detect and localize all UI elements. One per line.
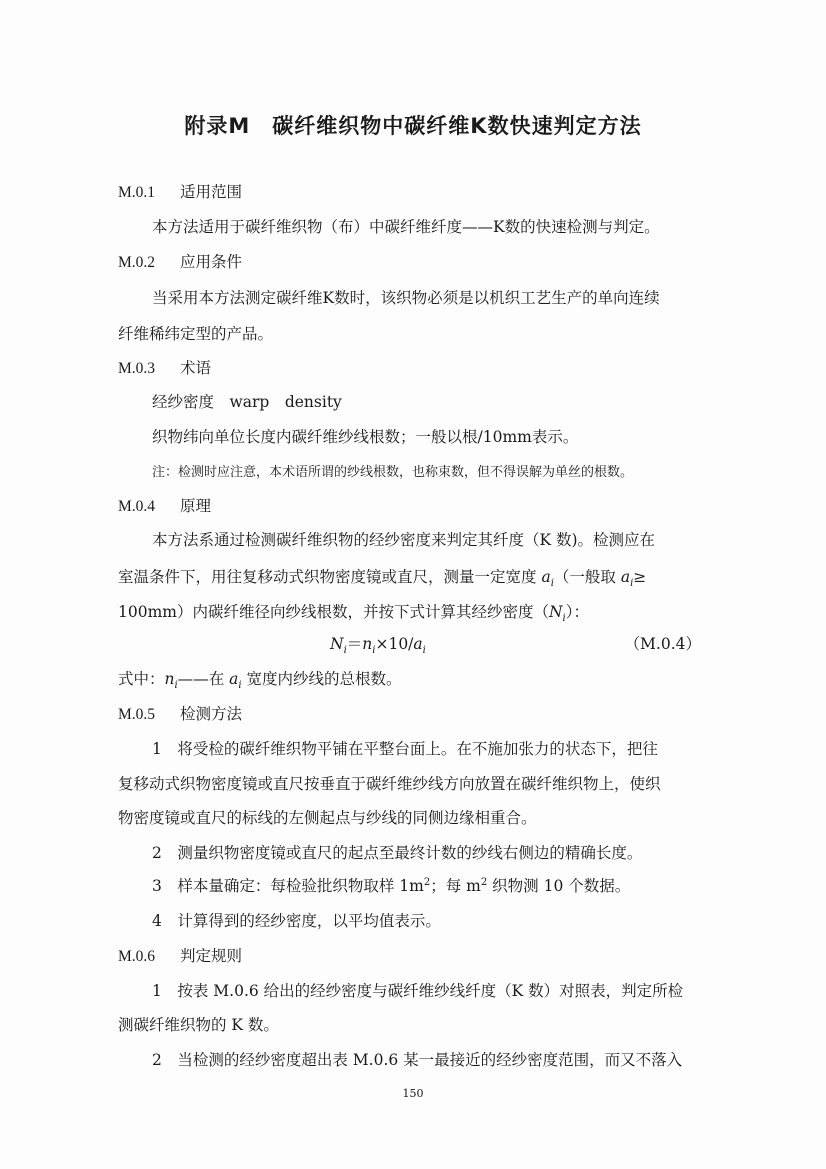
equation-operator: ×10/ xyxy=(375,635,414,653)
list-item: 2 测量织物密度镜或直尺的起点至最终计数的纱线右侧边的精确长度。 xyxy=(152,844,643,862)
section-number: M.0.6 xyxy=(118,948,156,965)
variable-a: a xyxy=(620,568,631,586)
section-heading-m04 xyxy=(118,494,211,516)
text-run: 宽度内纱线的总根数。 xyxy=(241,670,402,688)
subscript-i: i xyxy=(343,645,347,657)
subscript-i: i xyxy=(372,645,376,657)
variable-a: a xyxy=(413,635,423,653)
section-heading-m01 xyxy=(118,180,242,202)
superscript: 2 xyxy=(480,876,488,888)
text-run: （一般取 xyxy=(553,568,621,586)
text-run: ；每 m xyxy=(430,877,481,895)
text-run: 式中： xyxy=(118,670,165,688)
list-item-continuation: 物密度镜或直尺的标线的左侧起点与纱线的同侧边缘相重合。 xyxy=(118,809,537,827)
subscript-i: i xyxy=(238,680,242,692)
text-run: ）： xyxy=(565,603,590,621)
text-run: 织物测 10 个数据。 xyxy=(487,877,631,895)
paragraph: 本方法系通过检测碳纤维织物的经纱密度来判定其纤度（K 数)。检测应在 xyxy=(152,531,656,549)
note: 注：检测时应注意，本术语所谓的纱线根数，也称束数，但不得误解为单丝的根数。 xyxy=(152,465,634,480)
section-heading-m06 xyxy=(118,944,242,966)
where-clause xyxy=(118,667,402,691)
variable-a: a xyxy=(541,568,551,586)
section-heading-m03 xyxy=(118,356,211,378)
paragraph-continuation xyxy=(118,600,589,624)
section-title: 术语 xyxy=(180,359,212,377)
section-heading-m05 xyxy=(118,702,242,724)
appendix-title: 附录M 碳纤维织物中碳纤维K数快速判定方法 xyxy=(184,114,642,138)
equals-sign: ＝ xyxy=(346,635,363,653)
subscript-i: i xyxy=(562,613,566,625)
subscript-i: i xyxy=(550,578,554,590)
variable-a: a xyxy=(229,670,239,688)
list-item: 2 当检测的经纱密度超出表 M.0.6 某一最接近的经纱密度范围，而又不落入 xyxy=(152,1051,683,1069)
text-run: ≥ xyxy=(633,568,647,586)
equation xyxy=(330,632,426,656)
text-run: ——在 xyxy=(177,670,230,688)
section-number: M.0.1 xyxy=(118,184,156,201)
paragraph: 织物纬向单位长度内碳纤维纱线根数；一般以根/10mm表示。 xyxy=(152,428,579,446)
variable-n: n xyxy=(164,670,175,688)
list-item-continuation: 复移动式织物密度镜或直尺按垂直于碳纤维纱线方向放置在碳纤维织物上，使织 xyxy=(118,775,661,793)
paragraph: 本方法适用于碳纤维织物（布）中碳纤维纤度——K数的快速检测与判定。 xyxy=(152,218,660,236)
subscript-i: i xyxy=(422,645,426,657)
section-number: M.0.2 xyxy=(118,254,156,271)
term-definition: 经纱密度 warp density xyxy=(152,393,342,411)
variable-n: n xyxy=(362,635,373,653)
section-title: 检测方法 xyxy=(180,705,243,723)
text-run: 3 样本量确定：每检验批织物取样 1m xyxy=(152,877,424,895)
section-heading-m02 xyxy=(118,250,242,272)
superscript: 2 xyxy=(423,876,431,888)
section-title: 应用条件 xyxy=(180,253,243,271)
paragraph: 当采用本方法测定碳纤维K数时，该织物必须是以机织工艺生产的单向连续 xyxy=(152,289,660,307)
list-item xyxy=(152,874,630,896)
list-item: 4 计算得到的经纱密度，以平均值表示。 xyxy=(152,912,441,930)
section-number: M.0.4 xyxy=(118,498,156,515)
section-number: M.0.3 xyxy=(118,360,156,377)
list-item: 1 按表 M.0.6 给出的经纱密度与碳纤维纱线纤度（K 数）对照表，判定所检 xyxy=(152,982,684,1000)
paragraph-continuation xyxy=(118,565,646,589)
equation-number: （M.0.4） xyxy=(624,635,701,653)
subscript-i: i xyxy=(174,680,178,692)
variable-n-upper: N xyxy=(548,603,563,621)
subscript-i: i xyxy=(630,578,634,590)
list-item: 1 将受检的碳纤维织物平铺在平整台面上。在不施加张力的状态下，把往 xyxy=(152,740,658,758)
section-title: 原理 xyxy=(180,497,212,515)
text-run: 100mm）内碳纤维径向纱线根数，并按下式计算其经纱密度（ xyxy=(118,603,549,621)
section-number: M.0.5 xyxy=(118,706,156,723)
section-title: 判定规则 xyxy=(180,947,243,965)
text-run: 室温条件下，用往复移动式织物密度镜或直尺，测量一定宽度 xyxy=(118,568,542,586)
list-item-continuation: 测碳纤维织物的 K 数。 xyxy=(118,1016,279,1034)
section-title: 适用范围 xyxy=(180,183,243,201)
page-number: 150 xyxy=(402,1087,424,1100)
paragraph-continuation: 纤维稀纬定型的产品。 xyxy=(118,325,274,343)
variable-n-upper: N xyxy=(330,635,344,653)
